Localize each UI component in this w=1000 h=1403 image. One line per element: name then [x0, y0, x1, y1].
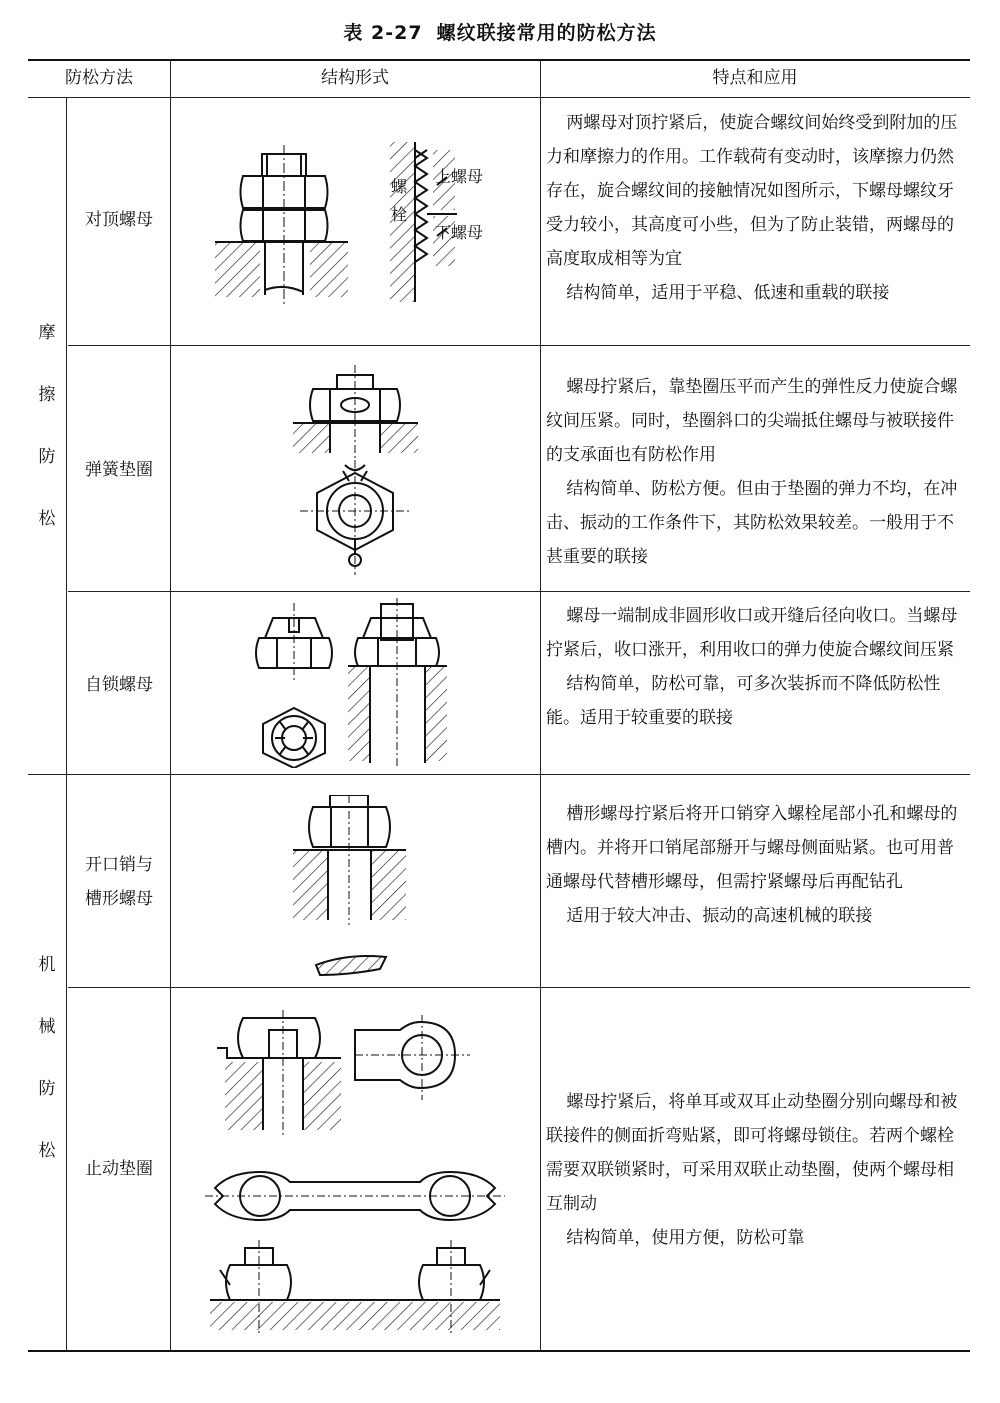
category-char: 擦	[38, 385, 56, 405]
label-bolt-1: 螺	[391, 177, 408, 196]
row-rule-2	[68, 591, 970, 592]
figure-spring-washer	[285, 365, 425, 580]
figure-tab-washer	[205, 1000, 505, 1335]
desc-cotter-pin	[546, 797, 970, 933]
category-friction	[28, 318, 66, 566]
desc-paragraph: 结构简单，适用于平稳、低速和重载的联接	[566, 283, 890, 303]
label-lower-nut: 下螺母	[435, 223, 484, 242]
row-rule-4	[68, 987, 970, 988]
desc-paragraph: 螺母一端制成非圆形收口或开缝后径向收口。当螺母拧紧后，收口涨开，利用收口的弹力使旋合螺纹间压紧	[546, 606, 958, 660]
desc-double-nut	[546, 106, 970, 310]
col-divider-2	[540, 59, 541, 1350]
desc-tab-washer	[546, 1085, 970, 1255]
method-cotter-pin	[68, 848, 170, 916]
cat-divider	[66, 97, 67, 1350]
desc-spring-washer	[546, 370, 970, 574]
figure-self-locking-nut	[245, 598, 455, 768]
bottom-rule	[28, 1350, 970, 1352]
method-line: 槽形螺母	[85, 889, 153, 909]
header-structure: 结构形式	[321, 68, 389, 88]
col-divider-1	[170, 59, 171, 1350]
category-char: 松	[38, 509, 56, 529]
desc-paragraph: 螺母拧紧后，将单耳或双耳止动垫圈分别向螺母和被联接件的侧面折弯贴紧，即可将螺母锁住。若两个螺栓需要双联锁紧时，可采用双联止动垫圈，使两个螺母相互制动	[546, 1092, 958, 1214]
method-double-nut: 对顶螺母	[85, 210, 153, 230]
figure-double-nut	[205, 140, 505, 310]
label-upper-nut: 上螺母	[435, 167, 484, 186]
desc-paragraph: 适用于较大冲击、振动的高速机械的联接	[566, 906, 873, 926]
label-bolt-2: 栓	[391, 205, 408, 224]
row-rule-1	[68, 345, 970, 346]
category-char: 械	[38, 1017, 56, 1037]
category-mechanical	[28, 950, 66, 1198]
method-spring-washer: 弹簧垫圈	[85, 460, 153, 480]
desc-paragraph: 结构简单，防松可靠，可多次装拆而不降低防松性能。适用于较重要的联接	[546, 674, 941, 728]
desc-paragraph: 结构简单，使用方便，防松可靠	[566, 1228, 805, 1248]
category-char: 机	[38, 955, 56, 975]
table-caption: 螺纹联接常用的防松方法	[436, 22, 657, 44]
method-tab-washer: 止动垫圈	[85, 1159, 153, 1179]
desc-paragraph: 两螺母对顶拧紧后，使旋合螺纹间始终受到附加的压力和摩擦力的作用。工作载荷有变动时，该摩擦力仍然存在，旋合螺纹间的接触情况如图所示，下螺母螺纹牙受力较小，其高度可小些，但为了防止装错，两螺母的高度取成相等为宜	[546, 113, 958, 269]
desc-self-locking-nut	[546, 599, 970, 735]
table-number: 表 2-27	[343, 22, 423, 44]
category-char: 防	[38, 1079, 56, 1099]
category-char: 防	[38, 447, 56, 467]
desc-paragraph: 结构简单、防松方便。但由于垫圈的弹力不均，在冲击、振动的工作条件下，其防松效果较差。一般用于不甚重要的联接	[546, 479, 958, 567]
category-char: 摩	[38, 323, 56, 343]
category-char: 松	[38, 1141, 56, 1161]
header-features: 特点和应用	[712, 68, 798, 88]
method-self-locking-nut: 自锁螺母	[85, 675, 153, 695]
figure-cotter-pin	[288, 795, 438, 985]
desc-paragraph: 螺母拧紧后，靠垫圈压平而产生的弹性反力使旋合螺纹间压紧。同时，垫圈斜口的尖端抵住螺母与被联接件的支承面也有防松作用	[546, 377, 958, 465]
header-method: 防松方法	[65, 68, 133, 88]
method-line: 开口销与	[85, 855, 153, 875]
table-title	[0, 18, 1000, 45]
desc-paragraph: 槽形螺母拧紧后将开口销穿入螺栓尾部小孔和螺母的槽内。并将开口销尾部掰开与螺母侧面贴紧。也可用普通螺母代替槽形螺母，但需拧紧螺母后再配钻孔	[546, 804, 958, 892]
